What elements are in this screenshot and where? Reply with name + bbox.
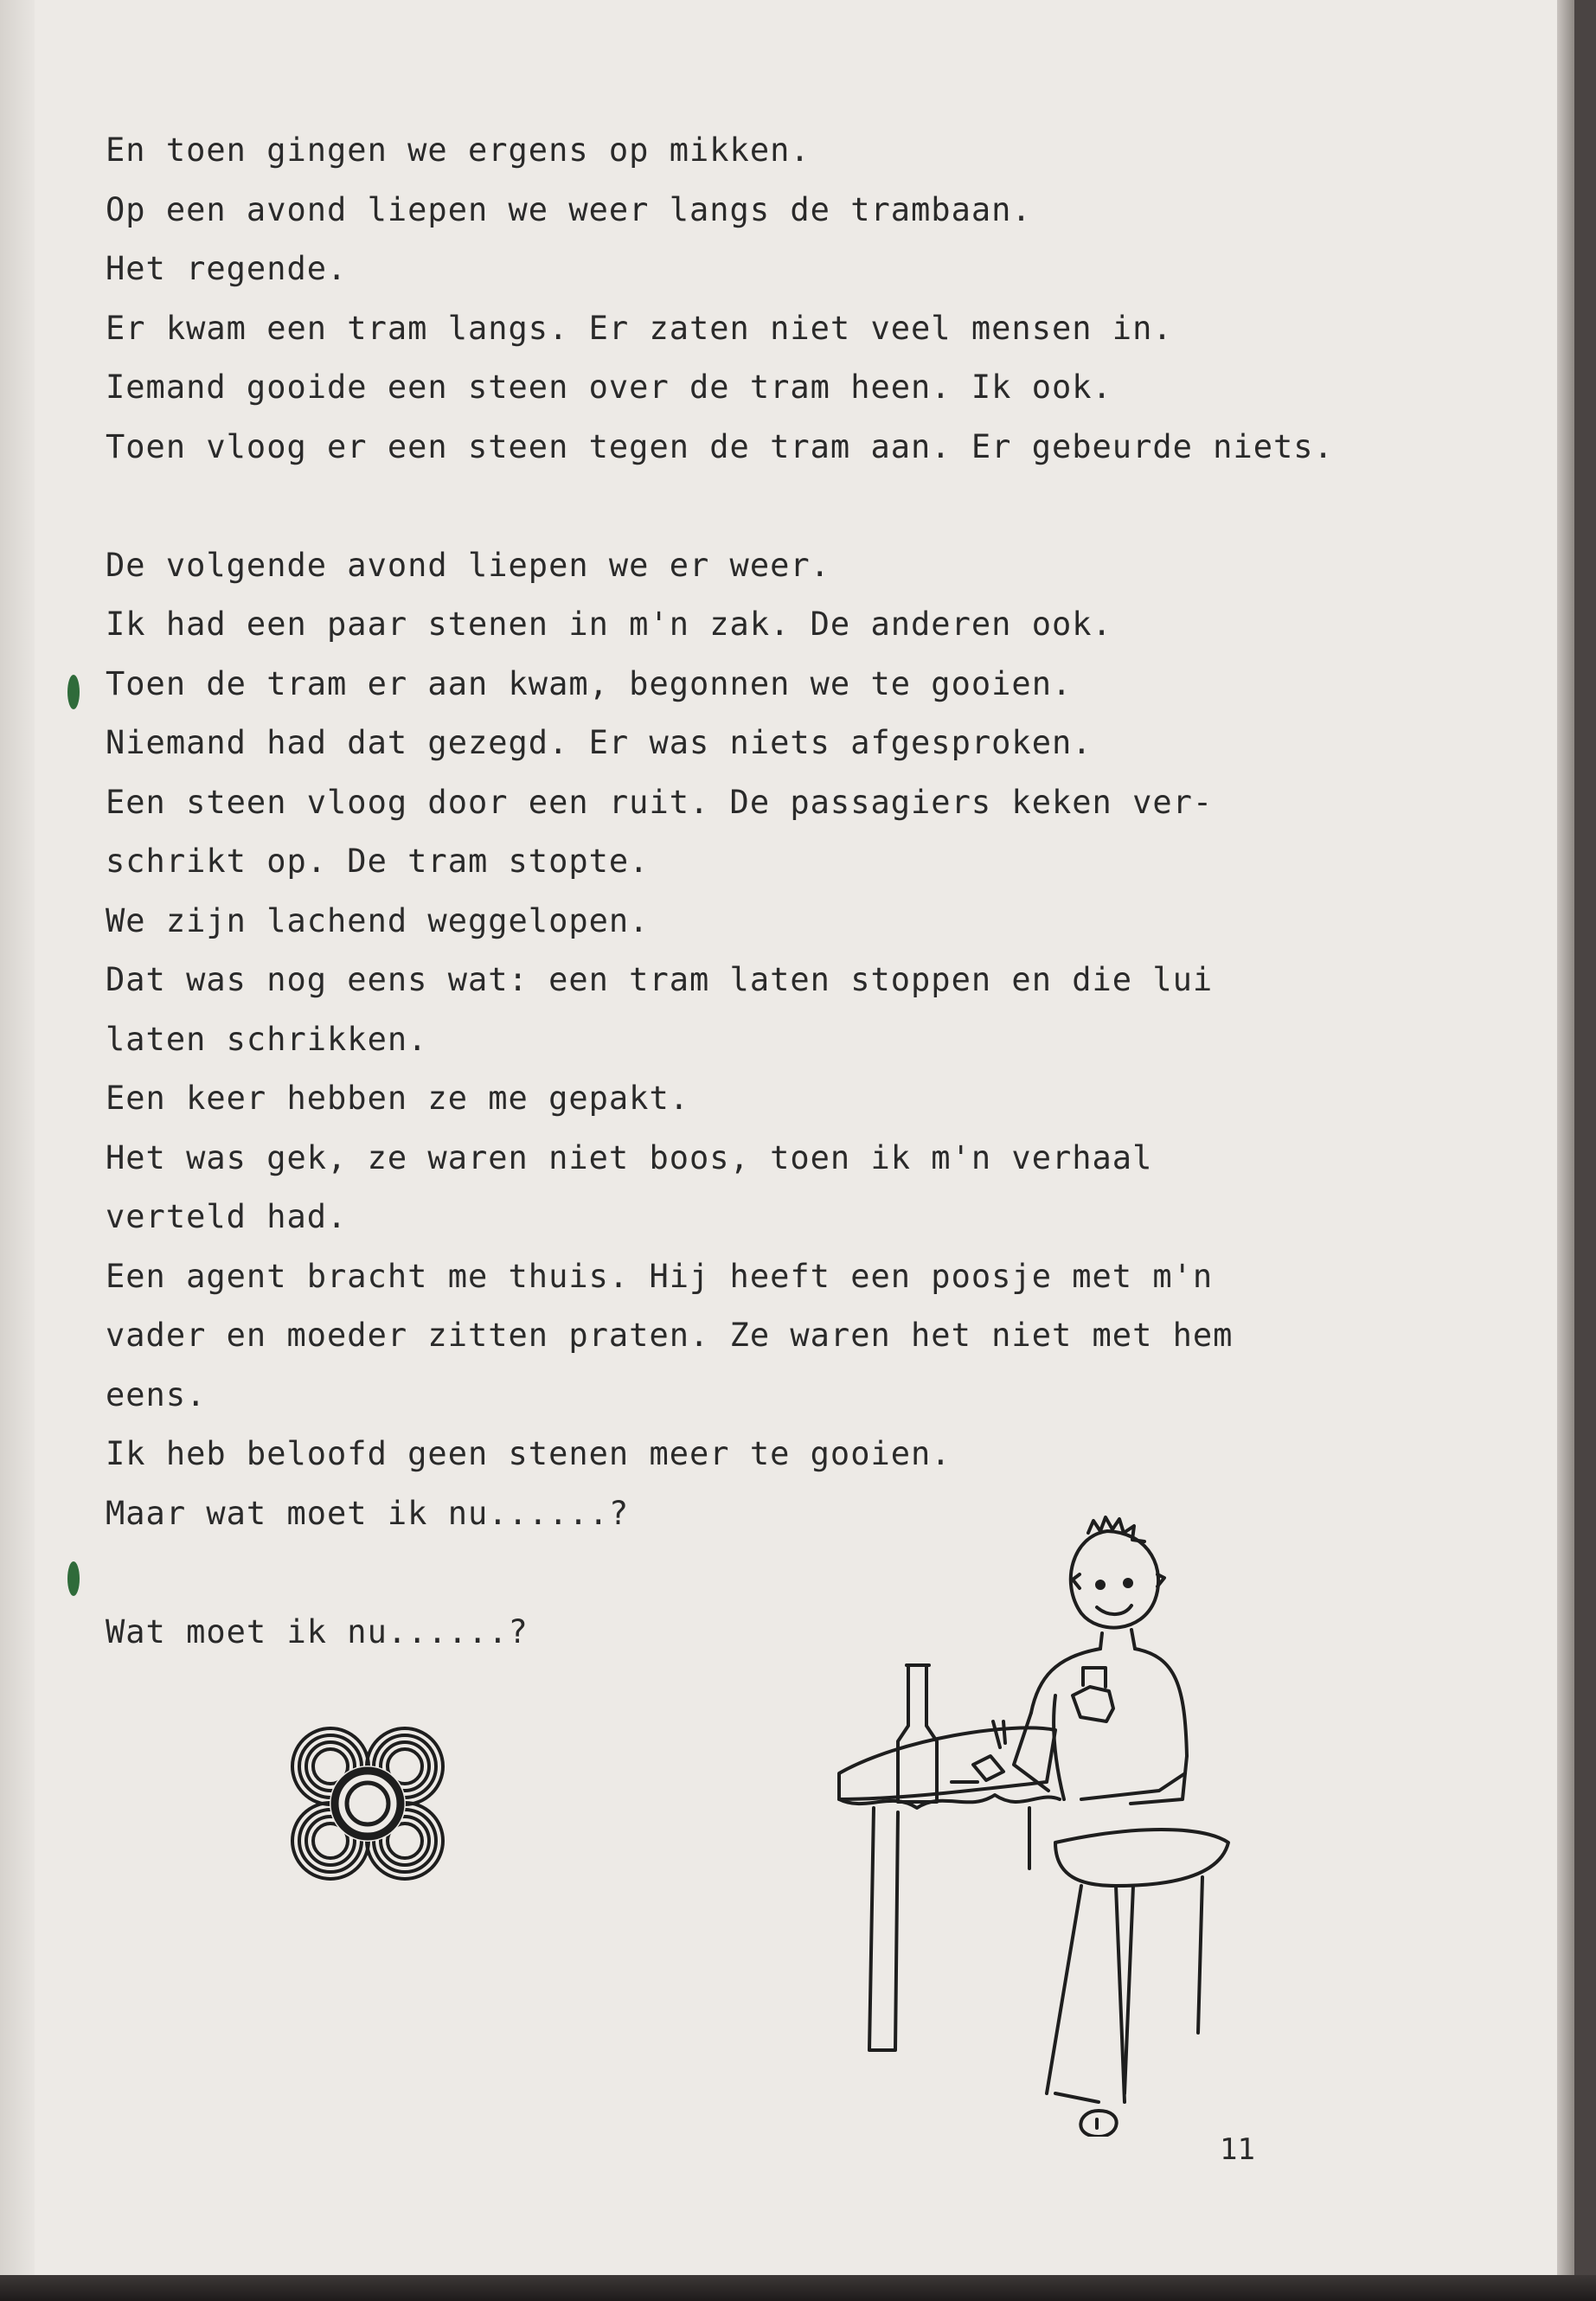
story-line: Een steen vloog door een ruit. De passagiers keken ver-	[106, 783, 1214, 821]
story-line: Toen de tram er aan kwam, begonnen we te gooien.	[106, 664, 1073, 702]
punch-mark-bottom	[67, 1561, 80, 1596]
story-line: vader en moeder zitten praten. Ze waren het niet met hem	[106, 1317, 1234, 1354]
story-line: Een keer hebben ze me gepakt.	[106, 1080, 690, 1117]
story-line: Ik had een paar stenen in m'n zak. De anderen ook.	[106, 606, 1112, 643]
book-binding	[0, 0, 35, 2301]
story-line: eens.	[106, 1375, 207, 1413]
story-line: Een agent bracht me thuis. Hij heeft een poosje met m'n	[106, 1257, 1214, 1295]
story-line: Ik heb beloofd geen stenen meer te gooien.	[106, 1435, 952, 1472]
story-line: Het was gek, ze waren niet boos, toen ik m'n verhaal	[106, 1138, 1153, 1176]
story-line: Toen vloog er een steen tegen de tram aan. Er gebeurde niets.	[106, 427, 1334, 465]
story-text	[106, 121, 1438, 1662]
page-edge-bottom	[0, 2275, 1596, 2301]
concentric-circles-logo	[285, 1721, 450, 1890]
story-line: Op een avond liepen we weer langs de trambaan.	[106, 190, 1032, 228]
logo-svg	[285, 1721, 450, 1886]
illustration-svg	[770, 1514, 1272, 2137]
story-line: Dat was nog eens wat: een tram laten stoppen en die lui	[106, 961, 1214, 998]
story-line: Wat moet ik nu......?	[106, 1612, 529, 1650]
story-line: En toen gingen we ergens op mikken.	[106, 131, 811, 169]
story-line: Het regende.	[106, 250, 348, 287]
page-number: 11	[1220, 2132, 1255, 2167]
story-line: laten schrikken.	[106, 1020, 428, 1058]
story-line: Niemand had dat gezegd. Er was niets afgesproken.	[106, 724, 1093, 761]
story-line: We zijn lachend weggelopen.	[106, 901, 650, 939]
book-page	[35, 0, 1557, 2275]
paragraph-gap	[106, 477, 1438, 536]
story-line: Er kwam een tram langs. Er zaten niet veel mensen in.	[106, 309, 1173, 347]
story-line: Maar wat moet ik nu......?	[106, 1494, 630, 1532]
punch-mark-top	[67, 675, 80, 709]
page-edge-right	[1557, 0, 1574, 2301]
story-line: verteld had.	[106, 1198, 348, 1235]
story-line: schrikt op. De tram stopte.	[106, 843, 650, 880]
story-line: De volgende avond liepen we er weer.	[106, 546, 830, 584]
boy-at-table-drawing	[770, 1514, 1272, 2141]
story-line: Iemand gooide een steen over de tram heen. Ik ook.	[106, 369, 1112, 406]
